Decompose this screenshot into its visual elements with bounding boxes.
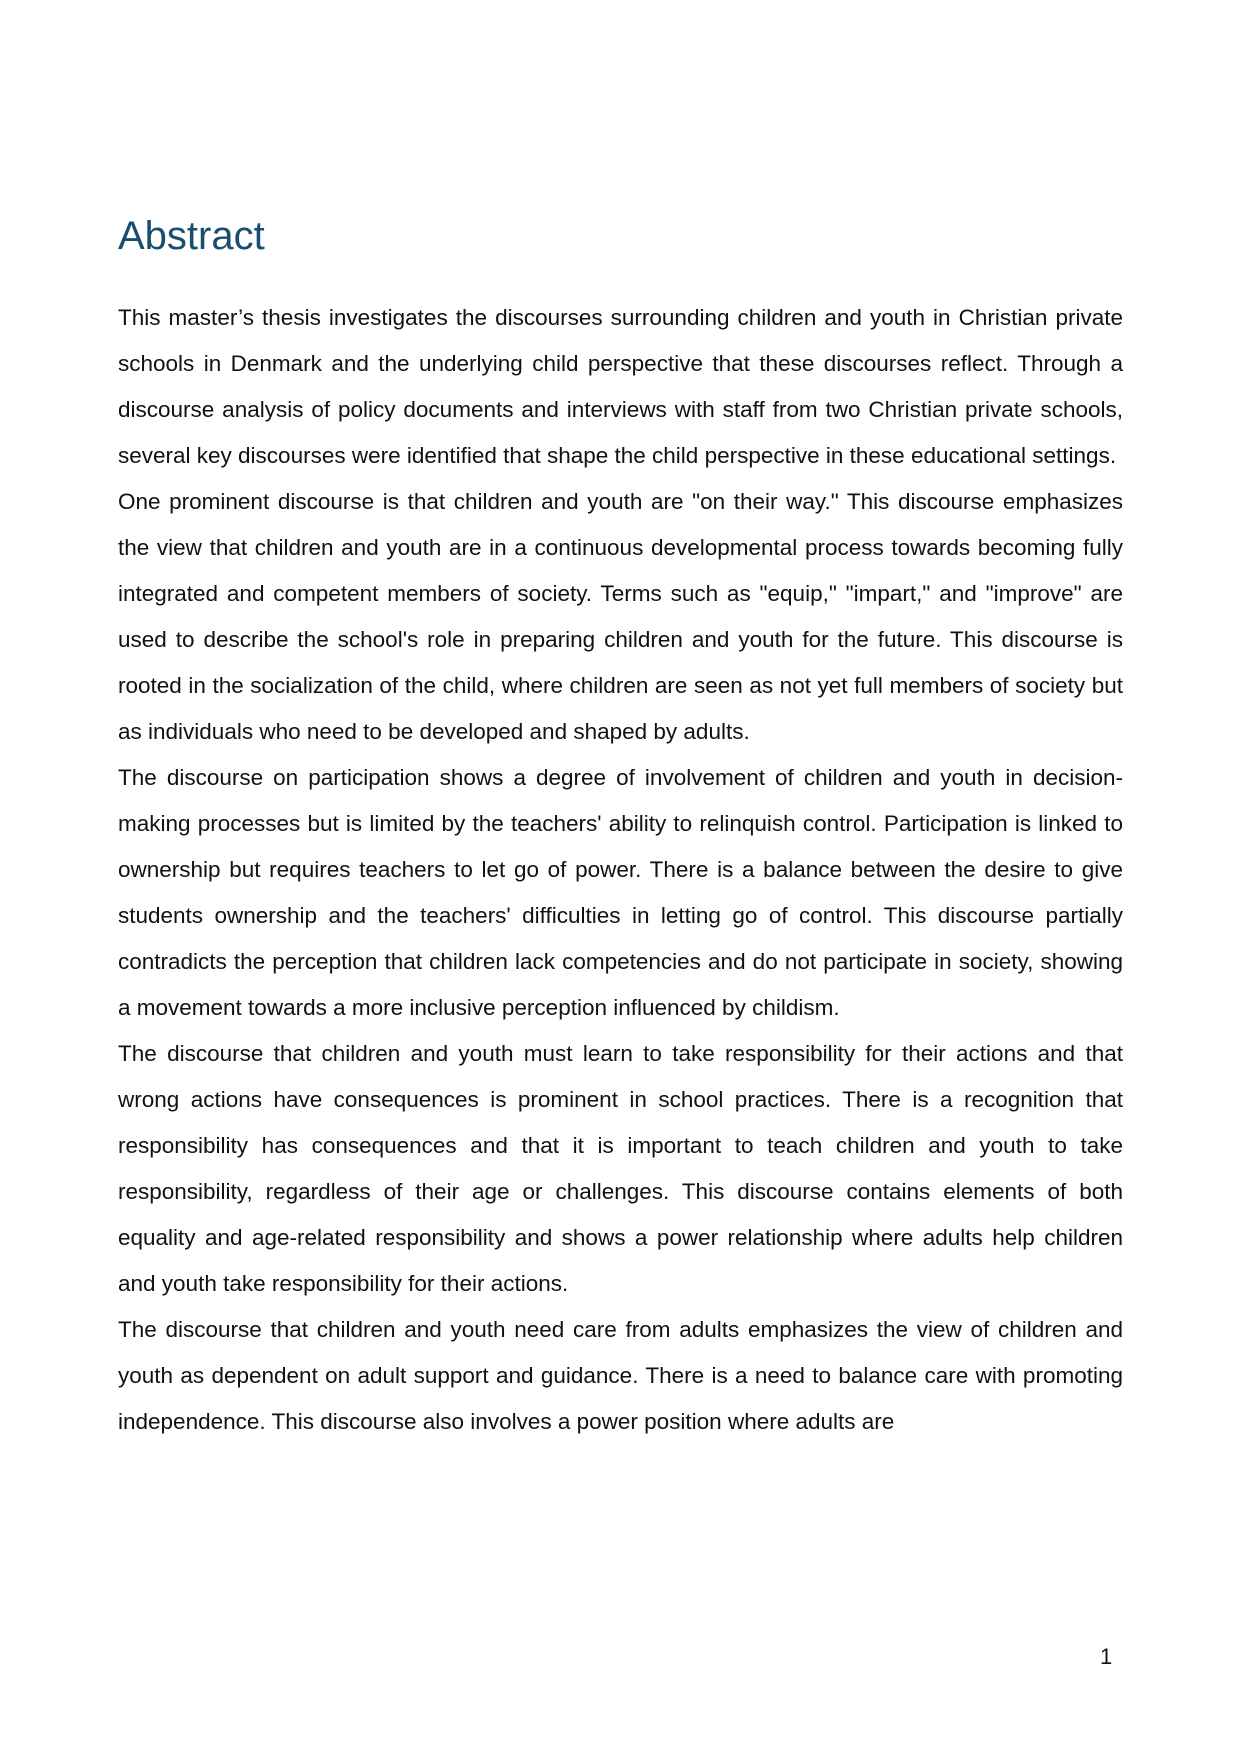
paragraph-1: This master’s thesis investigates the discourses surrounding children and youth in Christian private schools in Denmark and the underlying child perspective that these discourses reflect. Through a discourse analysis of policy documents and interviews with staff from two Christian private schools, several key discourses were identified that shape the child perspective in these educational settings.	[118, 305, 1123, 468]
paragraph-5: The discourse that children and youth need care from adults emphasizes the view of children and youth as dependent on adult support and guidance. There is a need to balance care with promoting independence. This discourse also involves a power position where adults are	[118, 1317, 1123, 1434]
abstract-body	[118, 295, 1123, 1445]
paragraph-2: One prominent discourse is that children and youth are "on their way." This discourse emphasizes the view that children and youth are in a continuous developmental process towards becoming fully integrated and competent members of society. Terms such as "equip," "impart," and "improve" are used to describe the school's role in preparing children and youth for the future. This discourse is rooted in the socialization of the child, where children are seen as not yet full members of society but as individuals who need to be developed and shaped by adults.	[118, 489, 1123, 744]
paragraph-3: The discourse on participation shows a degree of involvement of children and youth in decision-making processes but is limited by the teachers' ability to relinquish control. Participation is linked to ownership but requires teachers to let go of power. There is a balance between the desire to give students ownership and the teachers' difficulties in letting go of control. This discourse partially contradicts the perception that children lack competencies and do not participate in society, showing a movement towards a more inclusive perception influenced by childism.	[118, 765, 1123, 1020]
page-title: Abstract	[118, 214, 265, 258]
page-number: 1	[1100, 1644, 1113, 1669]
paragraph-4: The discourse that children and youth must learn to take responsibility for their actions and that wrong actions have consequences is prominent in school practices. There is a recognition that responsibility has consequences and that it is important to teach children and youth to take responsibility, regardless of their age or challenges. This discourse contains elements of both equality and age-related responsibility and shows a power relationship where adults help children and youth take responsibility for their actions.	[118, 1041, 1123, 1296]
